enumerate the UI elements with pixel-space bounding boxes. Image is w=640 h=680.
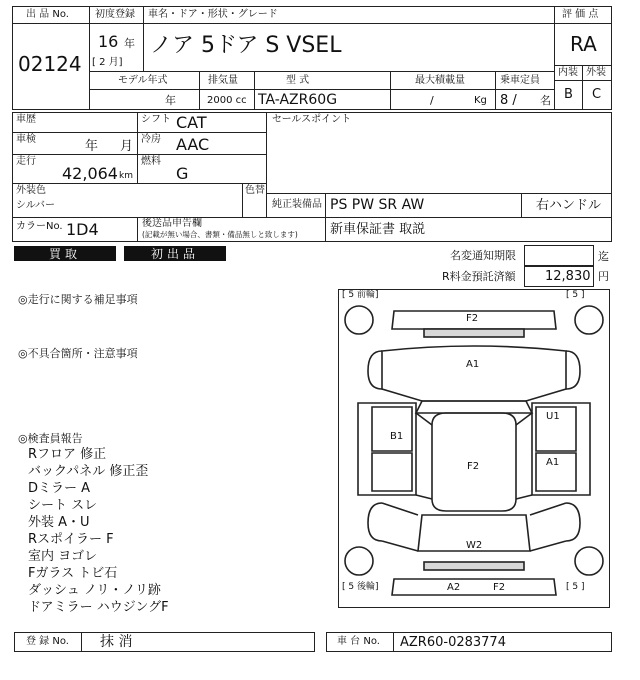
spec-capacity-value: 8 /: [500, 93, 517, 108]
inspection-year: 年: [85, 139, 99, 154]
mark-right-door-lower: A1: [546, 457, 560, 468]
mark-roof: F2: [467, 461, 480, 472]
inspection-label: 車検: [16, 134, 36, 145]
mark-front-bumper: F2: [466, 313, 479, 324]
mark-rear-bumper-left: A2: [447, 582, 461, 593]
mark-rear-glass: W2: [466, 540, 483, 551]
warranty-value: 新車保証書 取説: [330, 222, 426, 237]
corner-label-tr: [ 5 ]: [566, 290, 585, 300]
windshield: [416, 401, 532, 413]
history-label: 車歴: [16, 114, 36, 125]
mileage-unit: km: [119, 171, 133, 181]
shift-value: CAT: [176, 113, 207, 132]
sales-point-label: セールスポイント: [272, 114, 352, 125]
exterior-color-value: シルバー: [16, 200, 56, 211]
reg-no-value: 抹 消: [100, 634, 133, 650]
inspector-list: [28, 446, 318, 616]
mark-rear-bumper-right: F2: [493, 582, 506, 593]
spec-capacity-label: 乗車定員: [500, 75, 540, 86]
chassis-label: 車 台 No.: [337, 636, 380, 647]
car-diagram: [338, 289, 610, 608]
left-door-rear: [372, 453, 412, 491]
spec-model-year-label: モデル年式: [118, 75, 168, 86]
buy-badge: 買取: [14, 246, 116, 261]
wheel-rear-right: [575, 547, 603, 575]
color-no-label: カラーNo.: [16, 221, 63, 232]
wheel-front-right: [575, 306, 603, 334]
year-unit: 年: [124, 37, 135, 50]
first-reg-label: 初度登録: [95, 9, 135, 20]
exterior-label: 外装: [586, 67, 606, 78]
spec-max-load-unit: Kg: [474, 95, 487, 106]
spec-max-load-label: 最大積載量: [415, 75, 465, 86]
rear-pillars: [416, 495, 532, 499]
ac-label: 冷房: [141, 134, 161, 145]
spec-max-load-slash: /: [430, 94, 434, 107]
mark-hood: A1: [466, 359, 480, 370]
corner-label-tl: [ 5 前輪]: [342, 290, 379, 300]
inspector-item: Fガラス トビ石: [28, 566, 118, 581]
fuel-label: 燃料: [141, 156, 161, 167]
corner-label-bl: [ 5 後輪]: [342, 582, 379, 592]
mileage-value: 42,064: [62, 164, 118, 183]
inspector-item: 室内 ヨゴレ: [28, 549, 98, 564]
lot-number: 02124: [18, 52, 82, 76]
front-grille: [424, 329, 524, 337]
rear-arch-right: [566, 503, 580, 541]
corner-label-br: [ 5 ]: [566, 582, 585, 592]
inspector-item: シート スレ: [28, 498, 98, 513]
inspector-item: Rフロア 修正: [28, 447, 107, 462]
name-change-label: 名変通知期限: [450, 249, 516, 262]
recycle-label: R料金預託済額: [442, 270, 516, 283]
spec-capacity-unit: 名: [540, 94, 551, 107]
recycle-unit: 円: [598, 270, 609, 283]
lot-label: 出 品 No.: [26, 9, 69, 20]
standard-equipment-label: 純正装備品: [272, 199, 322, 210]
rear-arch-left: [368, 503, 382, 541]
inspector-item: ドアミラー ハウジングF: [28, 600, 169, 615]
front-arch-left: [368, 351, 382, 389]
spec-model-year-value: 年: [165, 94, 176, 107]
shift-label: シフト: [141, 114, 171, 125]
front-arch-right: [566, 351, 580, 389]
listing-badge: 初出品: [124, 246, 226, 261]
ac-value: AAC: [176, 135, 210, 154]
standard-equipment-value: PS PW SR AW: [330, 197, 425, 213]
spec-model-year-cell: [89, 89, 200, 110]
exterior-color-label: 外装色: [16, 185, 46, 196]
inspector-item: Rスポイラー F: [28, 532, 114, 547]
wheel-front-left: [345, 306, 373, 334]
steering-value: 右ハンドル: [536, 198, 602, 213]
spec-type-label: 型 式: [286, 75, 310, 86]
hood: [382, 346, 566, 401]
eval-score: RA: [570, 32, 597, 56]
mark-right-door-upper: U1: [546, 411, 560, 422]
body-left: [358, 403, 416, 495]
driving-notes-title: ◎走行に関する補足事項: [18, 293, 138, 306]
exterior-grade: C: [592, 87, 602, 102]
inspection-month: 月: [120, 139, 134, 154]
spec-displacement-label: 排気量: [208, 75, 238, 86]
color-change-label: 色替: [245, 185, 265, 196]
post-doc-note: (記載が無い場合、書類・備品無しと致します): [142, 230, 298, 239]
inspector-item: バックパネル 修正歪: [28, 464, 149, 479]
chassis-value: AZR60-0283774: [400, 635, 506, 650]
spec-type-value: TA-AZR60G: [258, 92, 338, 108]
inspector-item: 外装 A・U: [28, 515, 90, 530]
month-bracket: [ 2 月]: [92, 57, 123, 68]
body-right: [532, 403, 590, 495]
inspector-notes-title: ◎検査員報告: [18, 432, 83, 445]
wheel-rear-left: [345, 547, 373, 575]
name-change-value-cell: [524, 245, 594, 266]
vehicle-name: ノア 5ドア S VSEL: [150, 33, 342, 58]
eval-label: 評 価 点: [562, 9, 599, 20]
rear-bumper: [392, 579, 556, 595]
interior-label: 内装: [558, 67, 578, 78]
spec-type-label-cell: [254, 71, 391, 90]
fuel-value: G: [176, 164, 189, 183]
interior-grade: B: [564, 87, 573, 102]
rear-garnish: [424, 562, 524, 570]
mileage-label: 走行: [16, 156, 36, 167]
inspector-item: Dミラー A: [28, 481, 91, 496]
reg-no-label: 登 録 No.: [26, 636, 69, 647]
name-change-unit: 迄: [598, 250, 609, 263]
post-doc-label: 後送品申告欄: [142, 218, 202, 229]
model-desc-label: 車名・ドア・形状・グレード: [148, 9, 278, 20]
defect-notes-title: ◎不具合箇所・注意事項: [18, 347, 138, 360]
inspector-item: ダッシュ ノリ・ノリ跡: [28, 583, 161, 598]
mark-left-door: B1: [390, 431, 404, 442]
year-number: 16: [98, 32, 119, 51]
color-no-value: 1D4: [66, 220, 99, 239]
recycle-value: 12,830: [545, 269, 591, 284]
spec-displacement-value: 2000 cc: [207, 95, 247, 106]
left-door-front: [372, 407, 412, 451]
